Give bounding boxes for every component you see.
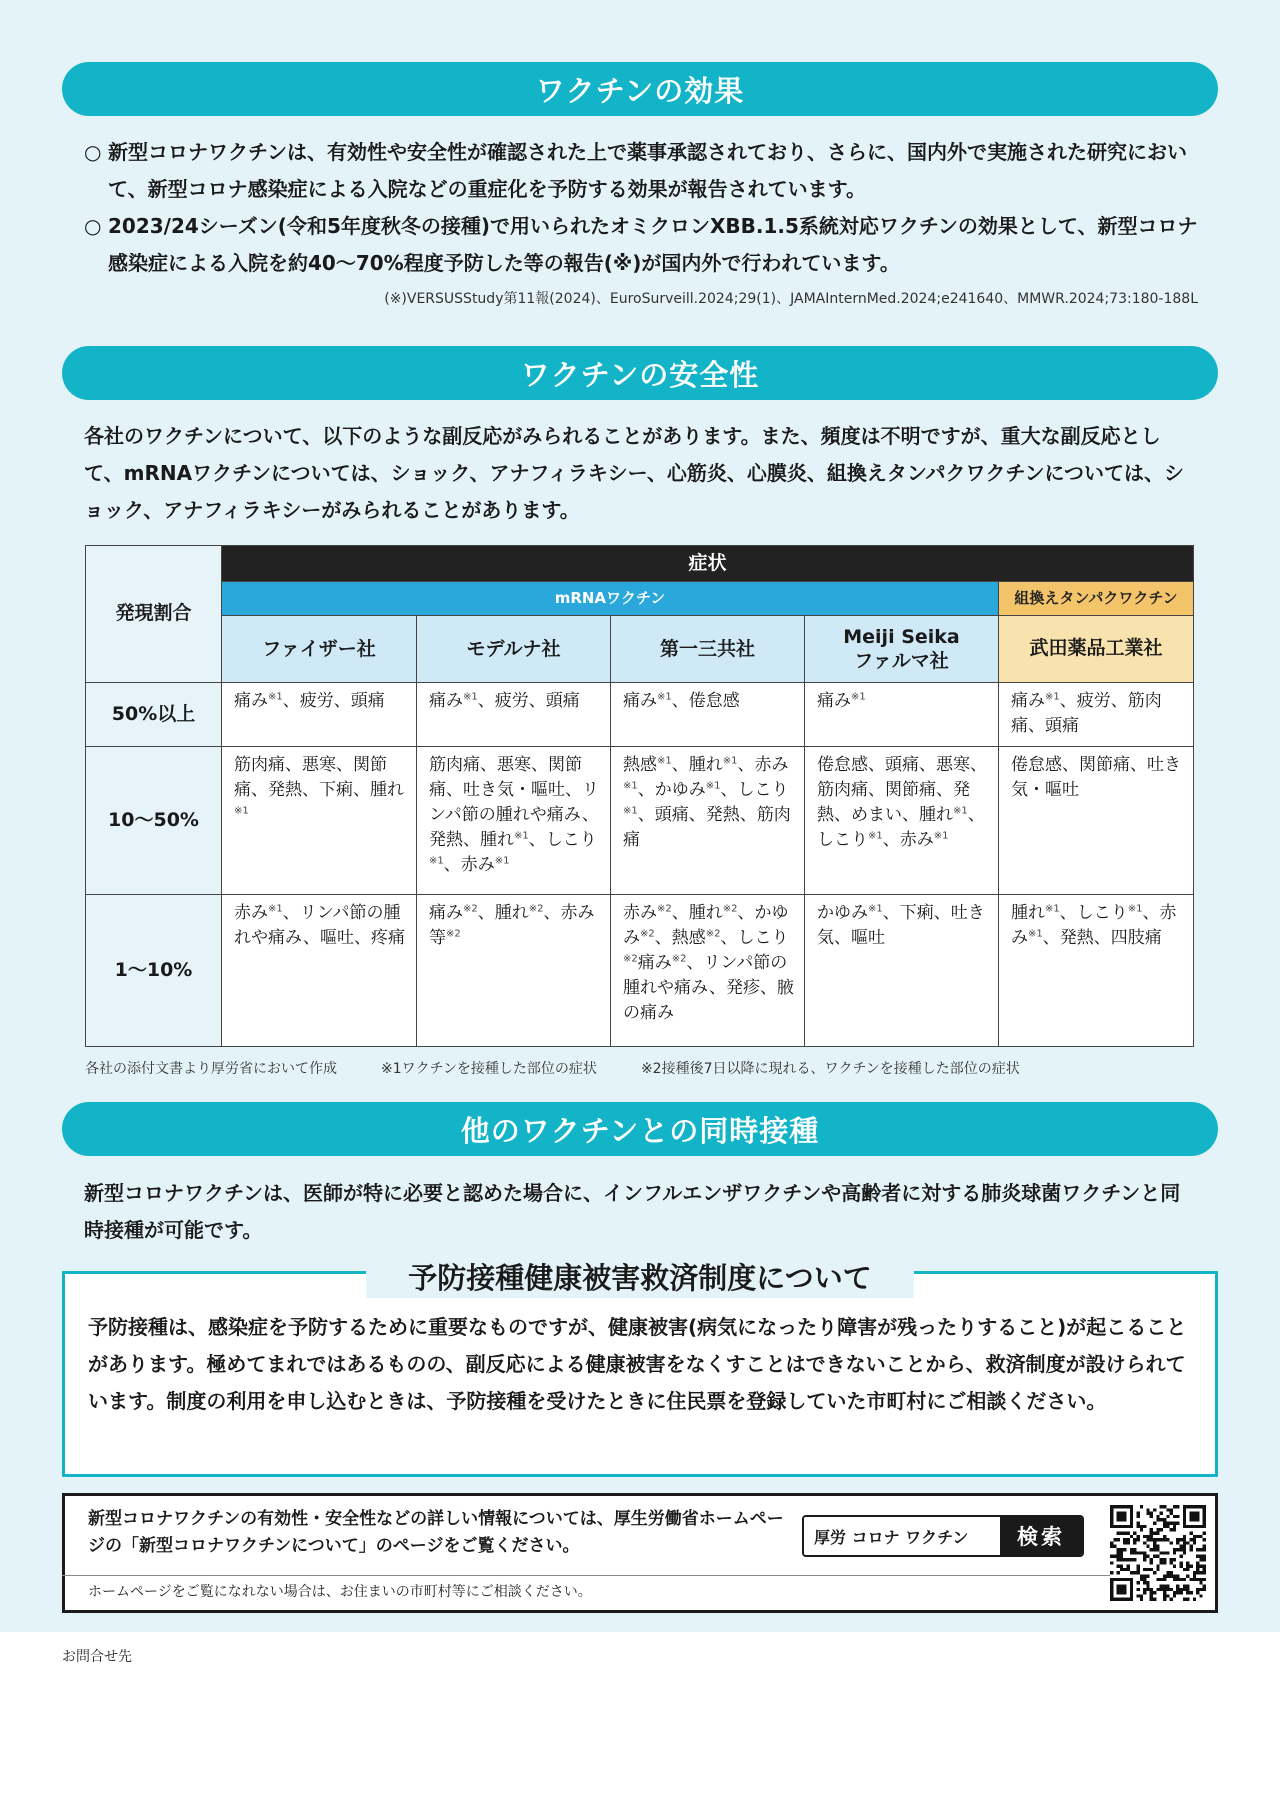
table-row — [86, 895, 1194, 1047]
qr-code-icon[interactable] — [1110, 1505, 1206, 1601]
table-note: 各社の添付文書より厚労省において作成 — [85, 1061, 337, 1077]
bullet-mark: ○ — [84, 140, 102, 164]
info-sub-text: ホームページをご覧になれない場合は、お住まいの市町村等にご相談ください。 — [88, 1584, 592, 1600]
table-cell: 痛み$^{※1}$、疲労、筋肉痛、頭痛 — [999, 682, 1194, 747]
relief-text: 予防接種は、感染症を予防するために重要なものですが、健康被害(病気になったり障害が残ったりすること)が起こることがあります。極めてまれではあるものの、副反応による健康被害をなくすことはできないことから、救済制度が設けられています。制度の利用を申し込むときは、予防接種を受けたときに住民票を登録していた市町村にご相談ください。 — [88, 1315, 1187, 1413]
effect-bullets — [84, 134, 1200, 282]
table-cell: 倦怠感、関節痛、吐き気・嘔吐 — [999, 747, 1194, 895]
section-title-safety: ワクチンの安全性 — [62, 346, 1218, 400]
company-header: モデルナ社 — [417, 615, 611, 682]
effect-bullet-2 — [84, 208, 1200, 282]
symptoms-header: 症状 — [222, 546, 1194, 582]
table-cell: かゆみ$^{※1}$、下痢、吐き気、嘔吐 — [805, 895, 999, 1047]
table-row — [86, 747, 1194, 895]
table-cell: 赤み$^{※2}$、腫れ$^{※2}$、かゆみ$^{※2}$、熱感$^{※2}$、しこり$^{※2}$痛み$^{※2}$、リンパ節の腫れや痛み、発疹、腋の痛み — [611, 895, 805, 1047]
table-cell: 筋肉痛、悪寒、関節痛、発熱、下痢、腫れ$^{※1}$ — [222, 747, 417, 895]
relief-title: 予防接種健康被害救済制度について — [366, 1258, 914, 1298]
company-header: ファイザー社 — [222, 615, 417, 682]
safety-text: 各社のワクチンについて、以下のような副反応がみられることがあります。また、頻度は不明ですが、重大な副反応として、mRNAワクチンについては、ショック、アナフィラキシー、心筋炎、心膜炎、組換えタンパクワクチンについては、ショック、アナフィラキシーがみられることがあります。 — [84, 424, 1185, 522]
search-box — [802, 1515, 1084, 1557]
search-button[interactable]: 検索 — [1000, 1517, 1082, 1555]
effect-bullet-text: 2023/24シーズン(令和5年度秋冬の接種)で用いられたオミクロンXBB.1.5系統対応ワクチンの効果として、新型コロナ感染症による入院を約40〜70%程度予防した等の報告(※)が国内外で行われています。 — [108, 214, 1198, 275]
table-cell: 赤み$^{※1}$、リンパ節の腫れや痛み、嘔吐、疼痛 — [222, 895, 417, 1047]
company-header: 武田薬品工業社 — [999, 615, 1194, 682]
contact-label: お問合せ先 — [62, 1649, 132, 1665]
section-title-concurrent: 他のワクチンとの同時接種 — [62, 1102, 1218, 1156]
table-note: ※2接種後7日以降に現れる、ワクチンを接種した部位の症状 — [640, 1061, 1020, 1077]
table-notes — [85, 1058, 1193, 1078]
company-header: 第一三共社 — [611, 615, 805, 682]
table-cell: 痛み$^{※1}$、疲労、頭痛 — [417, 682, 611, 747]
table-note: ※1ワクチンを接種した部位の症状 — [381, 1061, 597, 1077]
company-header-line: ファルマ社 — [854, 649, 949, 672]
info-text: 新型コロナワクチンの有効性・安全性などの詳しい情報については、厚生労働省ホームページの「新型コロナワクチンについて」のページをご覧ください。 — [88, 1509, 784, 1556]
effect-bullet-text: 新型コロナワクチンは、有効性や安全性が確認された上で薬事承認されており、さらに、国内外で実施された研究において、新型コロナ感染症による入院などの重症化を予防する効果が報告されています。 — [108, 140, 1187, 201]
table-row — [86, 682, 1194, 747]
table-cell: 痛み$^{※2}$、腫れ$^{※2}$、赤み等$^{※2}$ — [417, 895, 611, 1047]
table-corner-header: 発現割合 — [86, 546, 222, 683]
table-cell: 痛み$^{※1}$、疲労、頭痛 — [222, 682, 417, 747]
section-title-effect: ワクチンの効果 — [62, 62, 1218, 116]
search-input[interactable]: 厚労 コロナ ワクチン — [804, 1517, 1000, 1555]
concurrent-text: 新型コロナワクチンは、医師が特に必要と認めた場合に、インフルエンザワクチンや高齢者に対する肺炎球菌ワクチンと同時接種が可能です。 — [84, 1181, 1181, 1242]
table-cell: 痛み$^{※1}$ — [805, 682, 999, 747]
company-header-line: Meiji Seika — [843, 625, 960, 648]
table-cell: 筋肉痛、悪寒、関節痛、吐き気・嘔吐、リンパ節の腫れや痛み、発熱、腫れ$^{※1}$、しこり$^{※1}$、赤み$^{※1}$ — [417, 747, 611, 895]
info-divider — [62, 1575, 1120, 1576]
table-cell: 倦怠感、頭痛、悪寒、筋肉痛、関節痛、発熱、めまい、腫れ$^{※1}$、しこり$^{※1}$、赤み$^{※1}$ — [805, 747, 999, 895]
table-cell: 腫れ$^{※1}$、しこり$^{※1}$、赤み$^{※1}$、発熱、四肢痛 — [999, 895, 1194, 1047]
bullet-mark: ○ — [84, 214, 102, 238]
side-effects-table — [85, 545, 1194, 1047]
company-header — [805, 615, 999, 682]
table-cell: 痛み$^{※1}$、倦怠感 — [611, 682, 805, 747]
row-header: 1〜10% — [86, 895, 222, 1047]
row-header: 10〜50% — [86, 747, 222, 895]
mrna-header: mRNAワクチン — [222, 582, 999, 615]
recomb-header: 組換えタンパクワクチン — [999, 582, 1194, 615]
effect-reference: (※)VERSUSStudy第11報(2024)、EuroSurveill.2024;29(1)、JAMAInternMed.2024;e241640、MMWR.2024;73:180-188L — [384, 291, 1198, 307]
effect-bullet-1 — [84, 134, 1200, 208]
row-header: 50%以上 — [86, 682, 222, 747]
table-cell: 熱感$^{※1}$、腫れ$^{※1}$、赤み$^{※1}$、かゆみ$^{※1}$、しこり$^{※1}$、頭痛、発熱、筋肉痛 — [611, 747, 805, 895]
